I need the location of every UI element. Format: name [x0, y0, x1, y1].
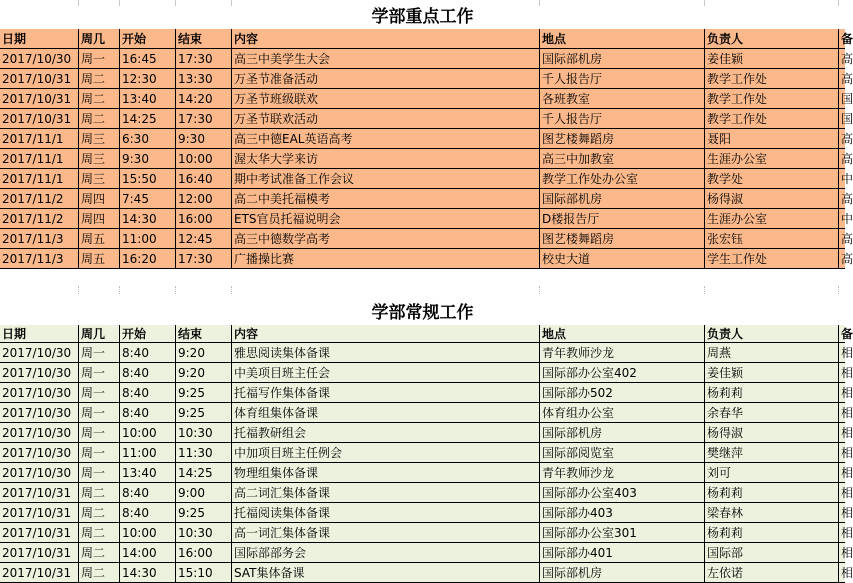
cell-owner[interactable]: 生涯办公室 — [705, 209, 839, 229]
cell-content[interactable]: 万圣节班级联欢 — [232, 89, 540, 109]
cell-end[interactable]: 15:10 — [176, 563, 232, 583]
cell-weekday[interactable]: 周一 — [79, 49, 120, 69]
cell-note[interactable]: 相 — [839, 463, 845, 483]
cell-content[interactable]: 托福写作集体备课 — [232, 383, 540, 403]
table-row — [0, 443, 853, 463]
cell-weekday[interactable]: 周一 — [79, 423, 120, 443]
cell-start[interactable]: 14:30 — [120, 209, 176, 229]
cell-content[interactable]: 高二中美托福模考 — [232, 189, 540, 209]
table-row — [0, 109, 853, 129]
cell-location[interactable]: 国际部阅览室 — [540, 443, 705, 463]
cell-note[interactable]: 相 — [839, 343, 845, 363]
cell-end[interactable]: 9:25 — [176, 383, 232, 403]
cell-weekday[interactable]: 周五 — [79, 229, 120, 249]
cell-date[interactable]: 2017/11/2 — [0, 189, 79, 209]
cell-note[interactable]: 相 — [839, 383, 845, 403]
table-row — [0, 89, 853, 109]
cell-start[interactable]: 8:40 — [120, 343, 176, 363]
cell-location[interactable]: 图艺楼舞蹈房 — [540, 229, 705, 249]
cell-owner[interactable]: 周燕 — [705, 343, 839, 363]
cell-end[interactable]: 14:20 — [176, 89, 232, 109]
header-owner[interactable]: 负责人 — [705, 29, 839, 49]
table-row — [0, 189, 853, 209]
cell-weekday[interactable]: 周二 — [79, 109, 120, 129]
cell-content[interactable]: 万圣节准备活动 — [232, 69, 540, 89]
cell-date[interactable]: 2017/10/31 — [0, 563, 79, 583]
cell-start[interactable]: 8:40 — [120, 363, 176, 383]
cell-weekday[interactable]: 周一 — [79, 463, 120, 483]
cell-note[interactable]: 中 — [839, 209, 845, 229]
cell-location[interactable]: 青年教师沙龙 — [540, 343, 705, 363]
cell-date[interactable]: 2017/10/31 — [0, 483, 79, 503]
cell-date[interactable]: 2017/10/31 — [0, 543, 79, 563]
cell-weekday[interactable]: 周三 — [79, 129, 120, 149]
cell-start[interactable]: 8:40 — [120, 403, 176, 423]
cell-date[interactable]: 2017/10/30 — [0, 423, 79, 443]
key-header-row — [0, 29, 853, 49]
cell-location[interactable]: 国际部机房 — [540, 49, 705, 69]
cell-owner[interactable]: 左依诺 — [705, 563, 839, 583]
cell-end[interactable]: 11:30 — [176, 443, 232, 463]
cell-location[interactable]: 千人报告厅 — [540, 109, 705, 129]
cell-location[interactable]: 国际部机房 — [540, 563, 705, 583]
table-row — [0, 363, 853, 383]
cell-location[interactable]: 国际部机房 — [540, 189, 705, 209]
cell-date[interactable]: 2017/10/30 — [0, 403, 79, 423]
cell-start[interactable]: 16:20 — [120, 249, 176, 269]
cell-date[interactable]: 2017/10/30 — [0, 443, 79, 463]
cell-location[interactable]: 青年教师沙龙 — [540, 463, 705, 483]
cell-content[interactable]: 高一词汇集体备课 — [232, 523, 540, 543]
header-end[interactable]: 结束 — [176, 29, 232, 49]
cell-end[interactable]: 17:30 — [176, 109, 232, 129]
cell-location[interactable]: 体育组办公室 — [540, 403, 705, 423]
cell-content[interactable]: 高二词汇集体备课 — [232, 483, 540, 503]
cell-start[interactable]: 11:00 — [120, 229, 176, 249]
cell-end[interactable]: 10:00 — [176, 149, 232, 169]
cell-start[interactable]: 8:40 — [120, 483, 176, 503]
cell-note[interactable]: 相 — [839, 483, 845, 503]
table-row — [0, 69, 853, 89]
cell-start[interactable]: 8:40 — [120, 503, 176, 523]
cell-note[interactable]: 相 — [839, 563, 845, 583]
cell-owner[interactable]: 杨得淑 — [705, 189, 839, 209]
cell-start[interactable]: 7:45 — [120, 189, 176, 209]
cell-weekday[interactable]: 周三 — [79, 149, 120, 169]
cell-start[interactable]: 15:50 — [120, 169, 176, 189]
cell-note[interactable]: 高 — [839, 249, 845, 269]
table-row — [0, 229, 853, 249]
cell-owner[interactable]: 国际部 — [705, 543, 839, 563]
cell-content[interactable]: SAT集体备课 — [232, 563, 540, 583]
cell-date[interactable]: 2017/11/1 — [0, 149, 79, 169]
cell-content[interactable]: 托福教研组会 — [232, 423, 540, 443]
cell-content[interactable]: 广播操比赛 — [232, 249, 540, 269]
cell-weekday[interactable]: 周四 — [79, 209, 120, 229]
cell-note[interactable]: 相 — [839, 543, 845, 563]
cell-weekday[interactable]: 周五 — [79, 249, 120, 269]
cell-location[interactable]: 国际部办公室301 — [540, 523, 705, 543]
cell-owner[interactable]: 教学工作处 — [705, 109, 839, 129]
cell-date[interactable]: 2017/11/3 — [0, 249, 79, 269]
cell-note[interactable]: 相 — [839, 443, 845, 463]
cell-owner[interactable]: 姜佳颖 — [705, 49, 839, 69]
table-row — [0, 49, 853, 69]
cell-end[interactable]: 16:00 — [176, 543, 232, 563]
cell-location[interactable]: 各班教室 — [540, 89, 705, 109]
cell-owner[interactable]: 学生工作处 — [705, 249, 839, 269]
cell-date[interactable]: 2017/10/31 — [0, 69, 79, 89]
header-end[interactable]: 结束 — [176, 325, 232, 343]
cell-note[interactable]: 相 — [839, 523, 845, 543]
cell-start[interactable]: 14:25 — [120, 109, 176, 129]
cell-end[interactable]: 14:25 — [176, 463, 232, 483]
cell-end[interactable]: 9:25 — [176, 403, 232, 423]
table-row — [0, 423, 853, 443]
cell-end[interactable]: 12:45 — [176, 229, 232, 249]
table-row — [0, 343, 853, 363]
cell-note[interactable]: 高 — [839, 189, 845, 209]
cell-owner[interactable]: 余春华 — [705, 403, 839, 423]
cell-end[interactable]: 12:00 — [176, 189, 232, 209]
cell-content[interactable]: 托福阅读集体备课 — [232, 503, 540, 523]
header-content[interactable]: 内容 — [232, 325, 540, 343]
header-start[interactable]: 开始 — [120, 29, 176, 49]
cell-weekday[interactable]: 周一 — [79, 363, 120, 383]
cell-weekday[interactable]: 周二 — [79, 69, 120, 89]
cell-weekday[interactable]: 周四 — [79, 189, 120, 209]
header-location[interactable]: 地点 — [540, 325, 705, 343]
cell-end[interactable]: 9:20 — [176, 363, 232, 383]
cell-date[interactable]: 2017/10/30 — [0, 49, 79, 69]
cell-weekday[interactable]: 周一 — [79, 403, 120, 423]
cell-note[interactable]: 相 — [839, 363, 845, 383]
cell-end[interactable]: 13:30 — [176, 69, 232, 89]
cell-date[interactable]: 2017/10/31 — [0, 89, 79, 109]
cell-content[interactable]: 万圣节联欢活动 — [232, 109, 540, 129]
cell-note[interactable]: 高 — [839, 149, 845, 169]
cell-start[interactable]: 16:45 — [120, 49, 176, 69]
cell-note[interactable]: 高 — [839, 69, 845, 89]
cell-content[interactable]: 高三中美学生大会 — [232, 49, 540, 69]
cell-end[interactable]: 17:30 — [176, 49, 232, 69]
cell-location[interactable]: 国际部办403 — [540, 503, 705, 523]
cell-owner[interactable]: 杨得淑 — [705, 423, 839, 443]
cell-note[interactable]: 中 — [839, 169, 845, 189]
cell-content[interactable]: 雅思阅读集体备课 — [232, 343, 540, 363]
cell-date[interactable]: 2017/10/31 — [0, 503, 79, 523]
cell-location[interactable]: 教学工作处办公室 — [540, 169, 705, 189]
cell-owner[interactable]: 梁春林 — [705, 503, 839, 523]
cell-note[interactable]: 国 — [839, 89, 845, 109]
table-row — [0, 383, 853, 403]
cell-weekday[interactable]: 周三 — [79, 169, 120, 189]
key-section-title[interactable]: 学部重点工作 — [371, 7, 474, 27]
cell-weekday[interactable]: 周二 — [79, 483, 120, 503]
cell-owner[interactable]: 教学处 — [705, 169, 839, 189]
cell-date[interactable]: 2017/10/30 — [0, 463, 79, 483]
cell-weekday[interactable]: 周一 — [79, 343, 120, 363]
cell-owner[interactable]: 教学工作处 — [705, 69, 839, 89]
cell-owner[interactable]: 聂阳 — [705, 129, 839, 149]
cell-weekday[interactable]: 周二 — [79, 503, 120, 523]
regular-section-title[interactable]: 学部常规工作 — [371, 303, 474, 323]
cell-content[interactable]: 中加项目班主任例会 — [232, 443, 540, 463]
cell-end[interactable]: 9:30 — [176, 129, 232, 149]
cell-start[interactable]: 10:00 — [120, 523, 176, 543]
table-row — [0, 543, 853, 563]
cell-note[interactable]: 相 — [839, 423, 845, 443]
table-row — [0, 463, 853, 483]
cell-weekday[interactable]: 周二 — [79, 543, 120, 563]
cell-start[interactable]: 6:30 — [120, 129, 176, 149]
cell-start[interactable]: 13:40 — [120, 463, 176, 483]
cell-start[interactable]: 8:40 — [120, 383, 176, 403]
cell-location[interactable]: 高三中加教室 — [540, 149, 705, 169]
cell-note[interactable]: 高 — [839, 229, 845, 249]
cell-content[interactable]: 中美项目班主任会 — [232, 363, 540, 383]
table-row — [0, 523, 853, 543]
header-content[interactable]: 内容 — [232, 29, 540, 49]
cell-content[interactable]: 高三中德EAL英语高考 — [232, 129, 540, 149]
cell-location[interactable]: D楼报告厅 — [540, 209, 705, 229]
cell-weekday[interactable]: 周二 — [79, 563, 120, 583]
header-note[interactable]: 备 — [839, 29, 845, 49]
cell-start[interactable]: 10:00 — [120, 423, 176, 443]
cell-weekday[interactable]: 周一 — [79, 443, 120, 463]
cell-start[interactable]: 14:00 — [120, 543, 176, 563]
table-row — [0, 149, 853, 169]
cell-weekday[interactable]: 周一 — [79, 383, 120, 403]
cell-location[interactable]: 国际部办502 — [540, 383, 705, 403]
cell-content[interactable]: 期中考试准备工作会议 — [232, 169, 540, 189]
cell-end[interactable]: 9:25 — [176, 503, 232, 523]
cell-note[interactable]: 高 — [839, 49, 845, 69]
cell-owner[interactable]: 杨莉莉 — [705, 483, 839, 503]
header-date[interactable]: 日期 — [0, 325, 79, 343]
cell-start[interactable]: 9:30 — [120, 149, 176, 169]
cell-end[interactable]: 9:00 — [176, 483, 232, 503]
cell-owner[interactable]: 杨莉莉 — [705, 523, 839, 543]
header-weekday[interactable]: 周几 — [79, 29, 120, 49]
cell-location[interactable]: 千人报告厅 — [540, 69, 705, 89]
cell-date[interactable]: 2017/10/31 — [0, 523, 79, 543]
cell-start[interactable]: 12:30 — [120, 69, 176, 89]
cell-note[interactable]: 国 — [839, 109, 845, 129]
table-row — [0, 129, 853, 149]
cell-content[interactable]: 体育组集体备课 — [232, 403, 540, 423]
empty-row[interactable] — [0, 280, 845, 300]
cell-end[interactable]: 16:40 — [176, 169, 232, 189]
cell-owner[interactable]: 生涯办公室 — [705, 149, 839, 169]
table-row — [0, 403, 853, 423]
cell-date[interactable]: 2017/10/30 — [0, 363, 79, 383]
cell-location[interactable]: 国际部办401 — [540, 543, 705, 563]
cell-note[interactable]: 高 — [839, 129, 845, 149]
cell-end[interactable]: 16:00 — [176, 209, 232, 229]
cell-location[interactable]: 国际部办公室403 — [540, 483, 705, 503]
cell-location[interactable]: 国际部办公室402 — [540, 363, 705, 383]
cell-owner[interactable]: 张宏钰 — [705, 229, 839, 249]
cell-weekday[interactable]: 周二 — [79, 523, 120, 543]
regular-header-row — [0, 325, 853, 343]
cell-location[interactable]: 国际部机房 — [540, 423, 705, 443]
cell-owner[interactable]: 杨莉莉 — [705, 383, 839, 403]
cell-content[interactable]: ETS官员托福说明会 — [232, 209, 540, 229]
cell-note[interactable]: 相 — [839, 403, 845, 423]
header-start[interactable]: 开始 — [120, 325, 176, 343]
cell-date[interactable]: 2017/11/2 — [0, 209, 79, 229]
header-weekday[interactable]: 周几 — [79, 325, 120, 343]
cell-end[interactable]: 17:30 — [176, 249, 232, 269]
cell-location[interactable]: 校史大道 — [540, 249, 705, 269]
cell-content[interactable]: 物理组集体备课 — [232, 463, 540, 483]
cell-date[interactable]: 2017/11/1 — [0, 129, 79, 149]
cell-content[interactable]: 国际部部务会 — [232, 543, 540, 563]
header-note[interactable]: 备 — [841, 327, 853, 341]
cell-end[interactable]: 9:20 — [176, 343, 232, 363]
header-location[interactable]: 地点 — [540, 29, 705, 49]
cell-date[interactable]: 2017/10/31 — [0, 109, 79, 129]
cell-end[interactable]: 10:30 — [176, 423, 232, 443]
header-date[interactable]: 日期 — [0, 29, 79, 49]
cell-content[interactable]: 渥太华大学来访 — [232, 149, 540, 169]
cell-start[interactable]: 13:40 — [120, 89, 176, 109]
table-row — [0, 563, 853, 583]
cell-location[interactable]: 图艺楼舞蹈房 — [540, 129, 705, 149]
table-row — [0, 483, 853, 503]
cell-date[interactable]: 2017/10/30 — [0, 383, 79, 403]
cell-start[interactable]: 14:30 — [120, 563, 176, 583]
cell-owner[interactable]: 姜佳颖 — [705, 363, 839, 383]
table-row — [0, 209, 853, 229]
cell-date[interactable]: 2017/11/3 — [0, 229, 79, 249]
cell-date[interactable]: 2017/11/1 — [0, 169, 79, 189]
header-owner[interactable]: 负责人 — [705, 325, 839, 343]
cell-owner[interactable]: 樊继萍 — [705, 443, 839, 463]
cell-owner[interactable]: 刘可 — [705, 463, 839, 483]
cell-weekday[interactable]: 周二 — [79, 89, 120, 109]
cell-content[interactable]: 高三中德数学高考 — [232, 229, 540, 249]
cell-owner[interactable]: 教学工作处 — [705, 89, 839, 109]
cell-date[interactable]: 2017/10/30 — [0, 343, 79, 363]
table-row — [0, 249, 853, 269]
table-row — [0, 503, 853, 523]
table-row — [0, 169, 853, 189]
cell-end[interactable]: 10:30 — [176, 523, 232, 543]
cell-start[interactable]: 11:00 — [120, 443, 176, 463]
cell-note[interactable]: 相 — [839, 503, 845, 523]
